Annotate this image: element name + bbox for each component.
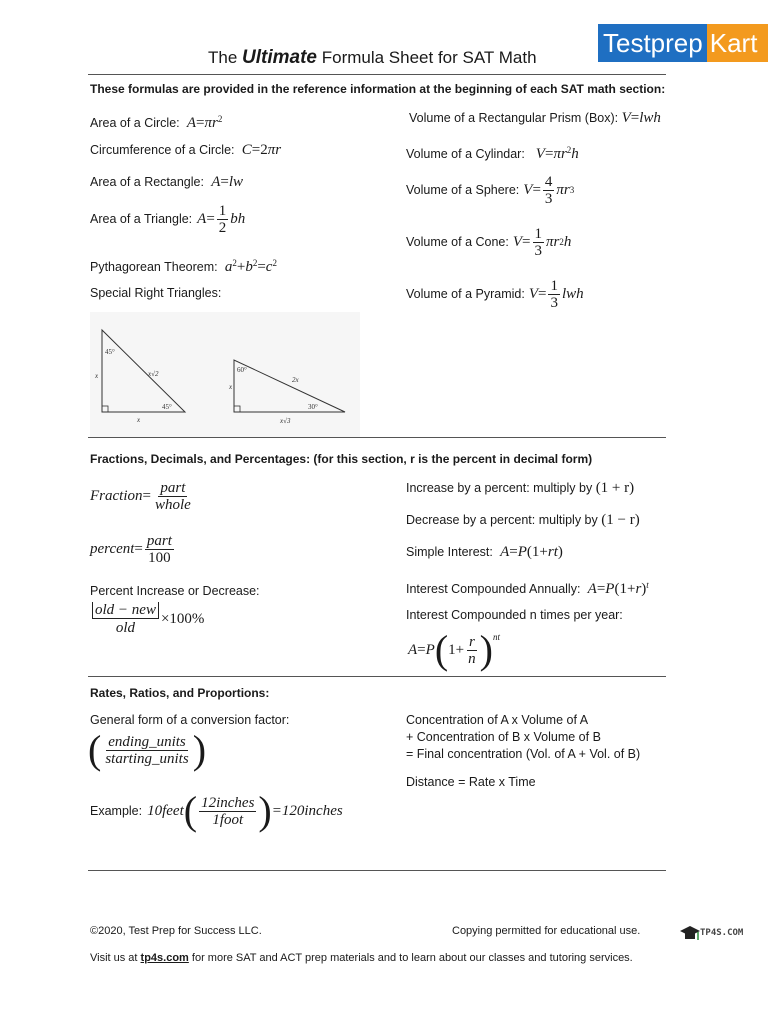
part-text: part xyxy=(160,480,186,496)
cone-volume: Volume of a Cone: V = $\frac{1}{3}$ πr 2 h xyxy=(406,226,572,259)
pyramid-label: Volume of a Pyramid: xyxy=(406,287,525,301)
compound-n-label: Interest Compounded n times per year: xyxy=(406,608,623,622)
tp4s-link[interactable]: tp4s.com xyxy=(140,952,189,964)
section3-heading: Rates, Ratios, and Proportions: xyxy=(90,686,270,700)
pyramid-volume: Volume of a Pyramid: V = $\frac{1}{3}$ lwh xyxy=(406,278,584,311)
conc-line2: + Concentration of B x Volume of B xyxy=(406,730,601,744)
decrease-expr: (1 − r) xyxy=(601,512,640,528)
circle-area-label: Area of a Circle: xyxy=(90,116,180,131)
t2-angle-right: 30° xyxy=(308,403,318,411)
percent-word: percent xyxy=(90,541,135,557)
simple-interest-row: Simple Interest: A=P(1+rt) xyxy=(406,544,563,560)
circumference: Circumference of a Circle: C=2πr xyxy=(90,142,282,158)
compound-annual-label: Interest Compounded Annually: xyxy=(406,582,581,597)
section1-heading: These formulas are provided in the reference information at the beginning of each SAT math section: xyxy=(90,82,666,96)
t2-side-left: x xyxy=(229,383,233,391)
fraction-word: Fraction xyxy=(90,488,143,504)
compound-annual-row: Interest Compounded Annually: $A=P(1+r)^t$ xyxy=(406,580,649,598)
old-new-abs xyxy=(92,602,159,619)
special-triangles-label: Special Right Triangles: xyxy=(90,286,222,300)
one-third-fraction-pyramid: $\frac{1}{3}$ xyxy=(550,278,558,311)
conversion-label: General form of a conversion factor: xyxy=(90,713,290,727)
copyright: ©2020, Test Prep for Success LLC. xyxy=(90,925,262,937)
title-rest: Formula Sheet for SAT Math xyxy=(321,48,537,67)
t1-side-bottom: x xyxy=(137,416,141,424)
r-over-n-fraction: $\frac{r}{n}$ xyxy=(468,633,476,667)
cone-label: Volume of a Cone: xyxy=(406,235,509,249)
title-ultimate: Ultimate xyxy=(242,47,317,68)
visit-prefix: Visit us at xyxy=(90,952,141,964)
part-whole-fraction xyxy=(153,480,193,513)
logo-part1: Testprep xyxy=(598,24,707,62)
conversion-formula: ( $\frac{\text{ending\_units}}{\text{starting\_units}}$ ) xyxy=(88,727,207,772)
t1-angle-right: 45° xyxy=(162,403,172,411)
divider xyxy=(88,74,666,75)
tp4s-logo-text: TP4S.COM xyxy=(700,928,744,938)
divider xyxy=(88,676,666,677)
rect-area-formula: A xyxy=(207,174,221,190)
decrease-row xyxy=(406,513,640,528)
percent-change-formula xyxy=(90,602,204,636)
increase-expr: (1 + r) xyxy=(595,480,635,496)
part-hundred-fraction xyxy=(145,533,174,566)
old-text: old xyxy=(115,620,136,636)
part-text-2: part xyxy=(146,533,172,549)
circumference-label: Circumference of a Circle: xyxy=(90,143,235,157)
special-triangles-figure xyxy=(90,312,360,437)
logo-part2: Kart xyxy=(707,24,768,62)
units-fraction xyxy=(103,734,190,767)
t2-side-bottom: x√3 xyxy=(280,417,291,425)
example-rhs: =120inches xyxy=(271,802,343,819)
t1-angle-top: 45° xyxy=(105,348,115,356)
conc-line3: = Final concentration (Vol. of A + Vol. of B) xyxy=(406,747,641,761)
increase-row xyxy=(406,481,634,496)
whole-text: whole xyxy=(154,497,191,513)
pythagorean: Pythagorean Theorem: $a^2+b^2=c^2$ xyxy=(90,258,277,276)
visit-line xyxy=(90,951,633,966)
triangle-area: Area of a Triangle: A = $\frac{1}{2}$ bh xyxy=(90,203,246,236)
cylinder-formula: V xyxy=(528,146,545,163)
compound-annual-formula: A xyxy=(583,581,597,598)
divider xyxy=(88,870,666,871)
prism-formula: V xyxy=(621,110,631,126)
ending-units: ending_units xyxy=(108,733,186,750)
one-half-fraction: $\frac{1}{2}$ xyxy=(218,203,227,236)
percent-change-label: Percent Increase or Decrease: xyxy=(90,584,260,598)
t2-hyp: 2x xyxy=(292,376,299,384)
pythagorean-label: Pythagorean Theorem: xyxy=(90,260,218,275)
old-new-text: old − new xyxy=(95,602,156,618)
cylinder-label: Volume of a Cylindar: xyxy=(406,147,525,162)
tp4s-logo xyxy=(680,924,743,942)
cylinder-volume: Volume of a Cylindar: $V=\pi r^2h$ xyxy=(406,145,579,163)
inches-foot-fraction xyxy=(199,795,256,828)
sphere-volume: Volume of a Sphere: V = $\frac{4}{3}$ πr 3 xyxy=(406,174,575,207)
example-den: 1foot xyxy=(212,811,244,828)
t1-side-left: x xyxy=(95,372,99,380)
example-label: Example: xyxy=(90,803,143,818)
example-formula: Example: 10feet ( $\frac{\text{12inches}}{\text{1foot}}$ ) =120inches xyxy=(90,788,343,833)
simple-interest-label: Simple Interest: xyxy=(406,545,493,559)
four-thirds-fraction: $\frac{4}{3}$ xyxy=(544,174,553,207)
example-num: 12inches xyxy=(201,794,255,811)
triangle-area-label: Area of a Triangle: xyxy=(90,212,193,226)
prism-label: Volume of a Rectangular Prism (Box): xyxy=(409,111,619,125)
circumference-formula: C xyxy=(237,142,252,158)
decrease-label: Decrease by a percent: multiply by xyxy=(406,513,598,527)
copying-note: Copying permitted for educational use. xyxy=(452,925,641,937)
compound-n-formula: A = P ( 1+ $\frac{r}{n}$ ) nt xyxy=(408,627,500,672)
increase-label: Increase by a percent: multiply by xyxy=(406,481,593,495)
pythagorean-formula: a xyxy=(221,259,233,276)
simple-interest-formula: A xyxy=(496,544,510,560)
graduation-cap-icon xyxy=(680,924,700,942)
rect-area: Area of a Rectangle: A=lw xyxy=(90,174,244,190)
hundred-text: 100 xyxy=(148,550,171,566)
conc-line1: Concentration of A x Volume of A xyxy=(406,713,589,727)
fraction-formula: Fraction = $\frac{\text{part}}{\text{whole}}$ xyxy=(90,480,191,513)
page-title xyxy=(208,47,537,69)
t1-hyp: x√2 xyxy=(148,370,159,378)
example-lhs: 10feet xyxy=(147,802,184,819)
divider xyxy=(88,437,666,438)
visit-suffix: for more SAT and ACT prep materials and to learn about our classes and tutoring services. xyxy=(188,952,633,964)
circle-area-formula: A xyxy=(183,115,197,132)
times-100: ×100% xyxy=(160,610,205,627)
circle-area: Area of a Circle: $A=\pi r^2$ xyxy=(90,114,223,132)
testprepkart-logo[interactable] xyxy=(598,24,768,62)
prism-volume: Volume of a Rectangular Prism (Box): V=lwh xyxy=(409,110,661,126)
rect-area-label: Area of a Rectangle: xyxy=(90,175,204,189)
sphere-label: Volume of a Sphere: xyxy=(406,183,520,197)
t2-angle-top: 60° xyxy=(237,366,247,374)
old-new-fraction xyxy=(92,602,159,636)
section2-heading: Fractions, Decimals, and Percentages: (for this section, r is the percent in decimal form) xyxy=(90,452,593,466)
distance-formula: Distance = Rate x Time xyxy=(406,775,536,789)
one-third-fraction-cone: $\frac{1}{3}$ xyxy=(534,226,542,259)
percent-formula: percent = $\frac{\text{part}}{100}$ xyxy=(90,533,172,566)
title-the: The xyxy=(208,48,238,67)
starting-units: starting_units xyxy=(105,750,189,767)
